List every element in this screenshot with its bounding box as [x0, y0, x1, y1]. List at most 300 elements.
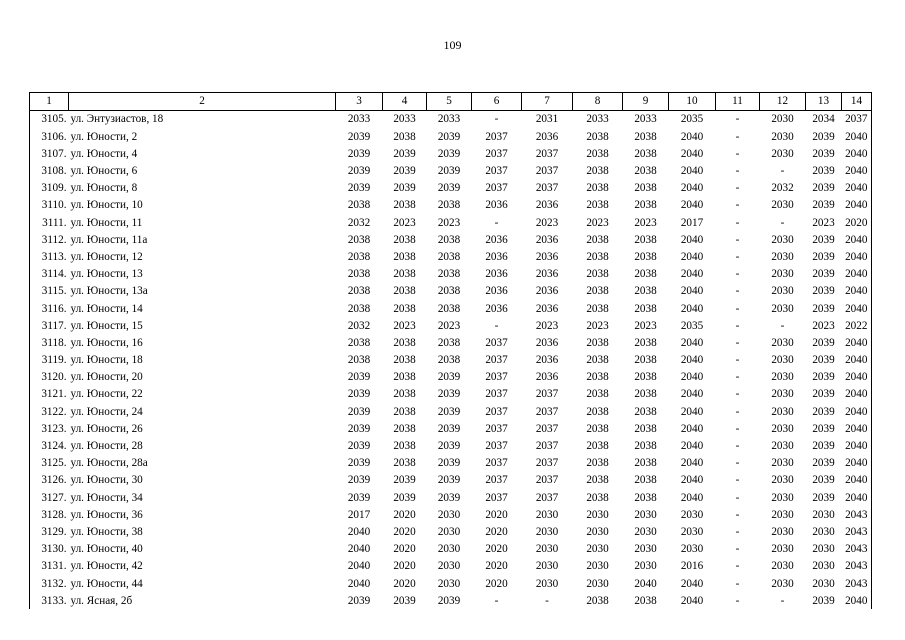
- year-cell: 2040: [634, 577, 657, 590]
- year-cell: 2030: [771, 560, 794, 573]
- year-cell: 2038: [393, 268, 416, 281]
- year-cell: 2023: [634, 319, 657, 332]
- year-cell: 2039: [812, 440, 835, 453]
- year-cell: 2038: [586, 594, 609, 607]
- year-cell: 2030: [634, 508, 657, 521]
- year-cell: 2032: [347, 319, 371, 332]
- year-cell: 2037: [535, 182, 559, 195]
- data-table: [29, 92, 872, 609]
- year-cell: 2037: [842, 111, 872, 129]
- table-row: [30, 334, 872, 351]
- address-cell: ул. Юности, 26: [70, 422, 143, 435]
- year-cell: 2038: [634, 268, 657, 281]
- year-cell: 2023: [586, 319, 609, 332]
- year-cell: 2038: [586, 165, 609, 178]
- year-cell: 2020: [485, 577, 508, 590]
- table-row: [30, 283, 872, 300]
- year-cell: 2040: [842, 438, 872, 455]
- year-cell: 2036: [535, 354, 559, 367]
- year-cell: 2040: [842, 145, 872, 162]
- year-cell: 2039: [812, 474, 835, 487]
- year-cell: 2040: [842, 472, 872, 489]
- year-cell: 2030: [771, 302, 794, 315]
- year-cell: 2039: [812, 147, 835, 160]
- column-header-10: 10: [669, 93, 716, 111]
- year-cell: 2030: [535, 525, 559, 538]
- row-number: 3115.: [30, 283, 69, 300]
- year-cell: 2036: [485, 285, 508, 298]
- table-row: [30, 180, 872, 197]
- year-cell: 2040: [842, 489, 872, 506]
- year-cell: 2037: [485, 147, 508, 160]
- year-cell: 2040: [842, 283, 872, 300]
- year-cell: 2031: [535, 113, 559, 126]
- year-cell: 2030: [535, 560, 559, 573]
- year-cell: 2020: [485, 543, 508, 556]
- year-cell: 2038: [634, 594, 657, 607]
- row-number: 3133.: [30, 592, 69, 609]
- year-cell: 2030: [771, 199, 794, 212]
- year-cell: 2039: [812, 336, 835, 349]
- year-cell: 2030: [812, 577, 835, 590]
- year-cell: 2039: [437, 147, 461, 160]
- year-cell: 2038: [347, 268, 371, 281]
- year-cell: 2020: [393, 525, 416, 538]
- year-cell: 2037: [535, 405, 559, 418]
- address-cell: ул. Юности, 11: [70, 216, 143, 229]
- year-cell: -: [735, 371, 740, 384]
- year-cell: 2039: [812, 388, 835, 401]
- year-cell: 2030: [771, 268, 794, 281]
- year-cell: 2036: [535, 233, 559, 246]
- year-cell: 2038: [586, 371, 609, 384]
- year-cell: 2040: [680, 474, 704, 487]
- year-cell: 2039: [812, 268, 835, 281]
- year-cell: 2023: [437, 216, 461, 229]
- row-number: 3105.: [30, 111, 69, 129]
- year-cell: -: [735, 388, 740, 401]
- year-cell: 2040: [347, 577, 371, 590]
- year-cell: -: [735, 508, 740, 521]
- year-cell: 2039: [812, 130, 835, 143]
- address-cell: ул. Юности, 10: [70, 199, 143, 212]
- year-cell: 2020: [393, 508, 416, 521]
- year-cell: 2038: [586, 388, 609, 401]
- year-cell: 2033: [634, 113, 657, 126]
- year-cell: 2037: [485, 165, 508, 178]
- address-cell: ул. Юности, 20: [70, 371, 143, 384]
- year-cell: 2023: [812, 216, 835, 229]
- year-cell: -: [735, 525, 740, 538]
- row-number: 3111.: [30, 214, 69, 231]
- row-number: 3119.: [30, 352, 69, 369]
- year-cell: 2040: [842, 352, 872, 369]
- year-cell: 2038: [634, 388, 657, 401]
- table-row: [30, 369, 872, 386]
- year-cell: 2039: [347, 594, 371, 607]
- year-cell: 2030: [771, 525, 794, 538]
- year-cell: 2039: [437, 165, 461, 178]
- year-cell: 2040: [680, 285, 704, 298]
- year-cell: -: [735, 457, 740, 470]
- year-cell: 2037: [485, 388, 508, 401]
- year-cell: -: [780, 594, 785, 607]
- year-cell: 2037: [485, 457, 508, 470]
- column-header-2: 2: [69, 93, 336, 111]
- table-row: [30, 317, 872, 334]
- year-cell: 2039: [393, 165, 416, 178]
- address-cell: ул. Юности, 28: [70, 440, 143, 453]
- year-cell: 2039: [347, 147, 371, 160]
- year-cell: 2038: [586, 182, 609, 195]
- table-row: [30, 145, 872, 162]
- year-cell: 2037: [485, 354, 508, 367]
- row-number: 3114.: [30, 266, 69, 283]
- year-cell: 2039: [812, 422, 835, 435]
- column-header-8: 8: [573, 93, 623, 111]
- year-cell: 2040: [347, 543, 371, 556]
- year-cell: 2030: [680, 525, 704, 538]
- row-number: 3107.: [30, 145, 69, 162]
- year-cell: 2039: [347, 130, 371, 143]
- year-cell: 2038: [634, 354, 657, 367]
- year-cell: 2038: [634, 440, 657, 453]
- year-cell: 2038: [393, 130, 416, 143]
- year-cell: 2038: [393, 285, 416, 298]
- address-cell: ул. Юности, 44: [70, 577, 143, 590]
- column-header-12: 12: [760, 93, 806, 111]
- year-cell: 2030: [535, 577, 559, 590]
- year-cell: 2038: [393, 199, 416, 212]
- address-cell: ул. Юности, 14: [70, 302, 143, 315]
- year-cell: 2039: [347, 491, 371, 504]
- address-cell: ул. Юности, 36: [70, 508, 143, 521]
- column-header-5: 5: [427, 93, 472, 111]
- year-cell: 2040: [680, 440, 704, 453]
- year-cell: 2030: [586, 543, 609, 556]
- year-cell: 2040: [680, 371, 704, 384]
- year-cell: 2039: [347, 388, 371, 401]
- year-cell: 2023: [812, 319, 835, 332]
- year-cell: 2036: [535, 250, 559, 263]
- year-cell: 2039: [437, 422, 461, 435]
- year-cell: 2033: [393, 113, 416, 126]
- address-cell: ул. Юности, 34: [70, 491, 143, 504]
- year-cell: 2040: [842, 231, 872, 248]
- row-number: 3132.: [30, 575, 69, 592]
- year-cell: 2040: [680, 491, 704, 504]
- year-cell: 2040: [842, 266, 872, 283]
- year-cell: 2040: [680, 233, 704, 246]
- table-row: [30, 352, 872, 369]
- year-cell: 2032: [347, 216, 371, 229]
- year-cell: 2039: [812, 285, 835, 298]
- year-cell: 2039: [347, 405, 371, 418]
- year-cell: 2023: [634, 216, 657, 229]
- year-cell: -: [735, 354, 740, 367]
- year-cell: 2043: [842, 506, 872, 523]
- year-cell: -: [735, 491, 740, 504]
- year-cell: 2030: [586, 508, 609, 521]
- year-cell: 2039: [812, 371, 835, 384]
- year-cell: -: [780, 319, 785, 332]
- year-cell: 2038: [393, 302, 416, 315]
- year-cell: 2038: [634, 422, 657, 435]
- table-row: [30, 111, 872, 129]
- year-cell: 2038: [586, 491, 609, 504]
- year-cell: 2036: [485, 268, 508, 281]
- column-header-3: 3: [336, 93, 383, 111]
- row-number: 3116.: [30, 300, 69, 317]
- year-cell: 2035: [680, 113, 704, 126]
- year-cell: 2020: [485, 560, 508, 573]
- year-cell: 2038: [586, 440, 609, 453]
- address-cell: ул. Юности, 4: [70, 147, 138, 160]
- year-cell: -: [735, 319, 740, 332]
- year-cell: 2039: [347, 474, 371, 487]
- year-cell: 2032: [771, 182, 794, 195]
- address-cell: ул. Юности, 18: [70, 354, 143, 367]
- year-cell: 2039: [347, 457, 371, 470]
- address-cell: ул. Энтузиастов, 18: [70, 113, 164, 126]
- year-cell: 2023: [393, 216, 416, 229]
- year-cell: 2038: [634, 405, 657, 418]
- year-cell: 2036: [535, 130, 559, 143]
- year-cell: 2039: [812, 165, 835, 178]
- year-cell: 2038: [347, 233, 371, 246]
- year-cell: 2038: [586, 474, 609, 487]
- year-cell: 2038: [586, 405, 609, 418]
- year-cell: 2039: [393, 474, 416, 487]
- column-header-9: 9: [623, 93, 669, 111]
- year-cell: 2039: [437, 182, 461, 195]
- year-cell: 2038: [347, 285, 371, 298]
- table-row: [30, 300, 872, 317]
- table-row: [30, 541, 872, 558]
- row-number: 3127.: [30, 489, 69, 506]
- column-header-6: 6: [472, 93, 522, 111]
- year-cell: 2038: [393, 388, 416, 401]
- year-cell: 2030: [771, 336, 794, 349]
- year-cell: 2030: [771, 474, 794, 487]
- year-cell: 2030: [771, 354, 794, 367]
- year-cell: 2040: [842, 369, 872, 386]
- year-cell: 2040: [680, 336, 704, 349]
- year-cell: 2030: [634, 525, 657, 538]
- year-cell: 2030: [771, 508, 794, 521]
- year-cell: 2030: [437, 560, 461, 573]
- year-cell: 2040: [680, 165, 704, 178]
- year-cell: 2030: [634, 543, 657, 556]
- address-cell: ул. Юности, 30: [70, 474, 143, 487]
- column-header-13: 13: [806, 93, 842, 111]
- table-row: [30, 524, 872, 541]
- year-cell: 2043: [842, 541, 872, 558]
- table-row: [30, 214, 872, 231]
- year-cell: 2040: [842, 163, 872, 180]
- year-cell: 2030: [771, 250, 794, 263]
- year-cell: 2039: [812, 594, 835, 607]
- address-cell: ул. Юности, 15: [70, 319, 143, 332]
- year-cell: 2040: [842, 420, 872, 437]
- year-cell: 2038: [634, 474, 657, 487]
- year-cell: 2040: [680, 199, 704, 212]
- column-header-7: 7: [522, 93, 573, 111]
- year-cell: -: [780, 165, 785, 178]
- year-cell: 2039: [437, 594, 461, 607]
- year-cell: -: [735, 560, 740, 573]
- year-cell: 2037: [485, 491, 508, 504]
- year-cell: 2039: [437, 457, 461, 470]
- year-cell: 2038: [634, 233, 657, 246]
- address-cell: ул. Юности, 12: [70, 250, 143, 263]
- year-cell: 2040: [842, 180, 872, 197]
- year-cell: 2034: [812, 113, 835, 126]
- row-number: 3130.: [30, 541, 69, 558]
- year-cell: 2040: [680, 147, 704, 160]
- year-cell: 2040: [680, 354, 704, 367]
- year-cell: 2030: [634, 560, 657, 573]
- year-cell: 2030: [771, 113, 794, 126]
- year-cell: 2038: [586, 233, 609, 246]
- year-cell: 2037: [485, 130, 508, 143]
- address-cell: ул. Юности, 8: [70, 182, 138, 195]
- year-cell: 2036: [485, 199, 508, 212]
- year-cell: 2038: [437, 199, 461, 212]
- year-cell: 2037: [535, 440, 559, 453]
- year-cell: 2038: [393, 233, 416, 246]
- year-cell: -: [735, 268, 740, 281]
- year-cell: 2038: [634, 302, 657, 315]
- year-cell: 2030: [771, 422, 794, 435]
- column-header-1: 1: [30, 93, 69, 111]
- year-cell: 2040: [680, 577, 704, 590]
- year-cell: 2016: [680, 560, 704, 573]
- year-cell: 2038: [437, 250, 461, 263]
- year-cell: 2039: [437, 388, 461, 401]
- address-cell: ул. Юности, 28а: [70, 457, 148, 470]
- year-cell: 2038: [393, 440, 416, 453]
- year-cell: -: [735, 302, 740, 315]
- table-row: [30, 575, 872, 592]
- year-cell: 2040: [680, 182, 704, 195]
- address-cell: ул. Юности, 24: [70, 405, 143, 418]
- row-number: 3117.: [30, 317, 69, 334]
- year-cell: 2030: [680, 543, 704, 556]
- address-cell: ул. Юности, 2: [70, 130, 138, 143]
- table-row: [30, 506, 872, 523]
- year-cell: 2038: [437, 354, 461, 367]
- year-cell: -: [735, 422, 740, 435]
- address-cell: ул. Юности, 13: [70, 268, 143, 281]
- year-cell: 2020: [393, 560, 416, 573]
- year-cell: 2039: [347, 182, 371, 195]
- year-cell: 2030: [437, 525, 461, 538]
- year-cell: 2039: [812, 199, 835, 212]
- year-cell: 2030: [535, 508, 559, 521]
- address-cell: ул. Юности, 22: [70, 388, 143, 401]
- year-cell: 2038: [634, 371, 657, 384]
- page-number: 109: [443, 38, 462, 52]
- row-number: 3112.: [30, 231, 69, 248]
- year-cell: 2040: [680, 422, 704, 435]
- year-cell: 2017: [347, 508, 371, 521]
- table-row: [30, 489, 872, 506]
- year-cell: 2039: [393, 182, 416, 195]
- year-cell: 2038: [586, 285, 609, 298]
- year-cell: -: [735, 405, 740, 418]
- year-cell: 2039: [812, 491, 835, 504]
- row-number: 3120.: [30, 369, 69, 386]
- year-cell: 2038: [634, 147, 657, 160]
- year-cell: 2030: [771, 388, 794, 401]
- year-cell: 2038: [393, 422, 416, 435]
- year-cell: 2030: [437, 508, 461, 521]
- year-cell: 2038: [634, 130, 657, 143]
- year-cell: 2037: [485, 405, 508, 418]
- row-number: 3123.: [30, 420, 69, 437]
- year-cell: 2040: [680, 130, 704, 143]
- year-cell: 2043: [842, 524, 872, 541]
- year-cell: 2030: [771, 371, 794, 384]
- year-cell: 2030: [771, 577, 794, 590]
- table-row: [30, 266, 872, 283]
- year-cell: 2030: [771, 147, 794, 160]
- row-number: 3128.: [30, 506, 69, 523]
- year-cell: 2040: [347, 525, 371, 538]
- year-cell: 2037: [535, 165, 559, 178]
- year-cell: 2040: [680, 457, 704, 470]
- year-cell: 2038: [634, 285, 657, 298]
- year-cell: 2033: [586, 113, 609, 126]
- year-cell: -: [494, 319, 499, 332]
- year-cell: 2039: [812, 405, 835, 418]
- year-cell: 2038: [393, 371, 416, 384]
- row-number: 3113.: [30, 249, 69, 266]
- row-number: 3121.: [30, 386, 69, 403]
- year-cell: 2037: [485, 336, 508, 349]
- year-cell: 2036: [535, 371, 559, 384]
- year-cell: 2037: [485, 371, 508, 384]
- year-cell: 2023: [535, 319, 559, 332]
- year-cell: 2017: [680, 216, 704, 229]
- year-cell: 2037: [485, 474, 508, 487]
- year-cell: 2030: [771, 543, 794, 556]
- year-cell: 2039: [437, 474, 461, 487]
- year-cell: 2036: [535, 199, 559, 212]
- year-cell: -: [735, 336, 740, 349]
- year-cell: -: [735, 165, 740, 178]
- year-cell: 2036: [535, 285, 559, 298]
- row-number: 3109.: [30, 180, 69, 197]
- year-cell: -: [735, 577, 740, 590]
- year-cell: 2038: [634, 250, 657, 263]
- year-cell: 2038: [634, 491, 657, 504]
- year-cell: 2030: [812, 560, 835, 573]
- year-cell: 2023: [393, 319, 416, 332]
- year-cell: 2023: [586, 216, 609, 229]
- address-cell: ул. Юности, 6: [70, 165, 138, 178]
- year-cell: 2030: [771, 233, 794, 246]
- year-cell: 2038: [634, 182, 657, 195]
- address-cell: ул. Ясная, 2б: [70, 594, 133, 607]
- address-cell: ул. Юности, 13а: [70, 285, 148, 298]
- year-cell: 2030: [586, 577, 609, 590]
- header-row: [30, 93, 872, 111]
- year-cell: 2043: [842, 558, 872, 575]
- address-cell: ул. Юности, 11а: [70, 233, 148, 246]
- year-cell: 2040: [680, 302, 704, 315]
